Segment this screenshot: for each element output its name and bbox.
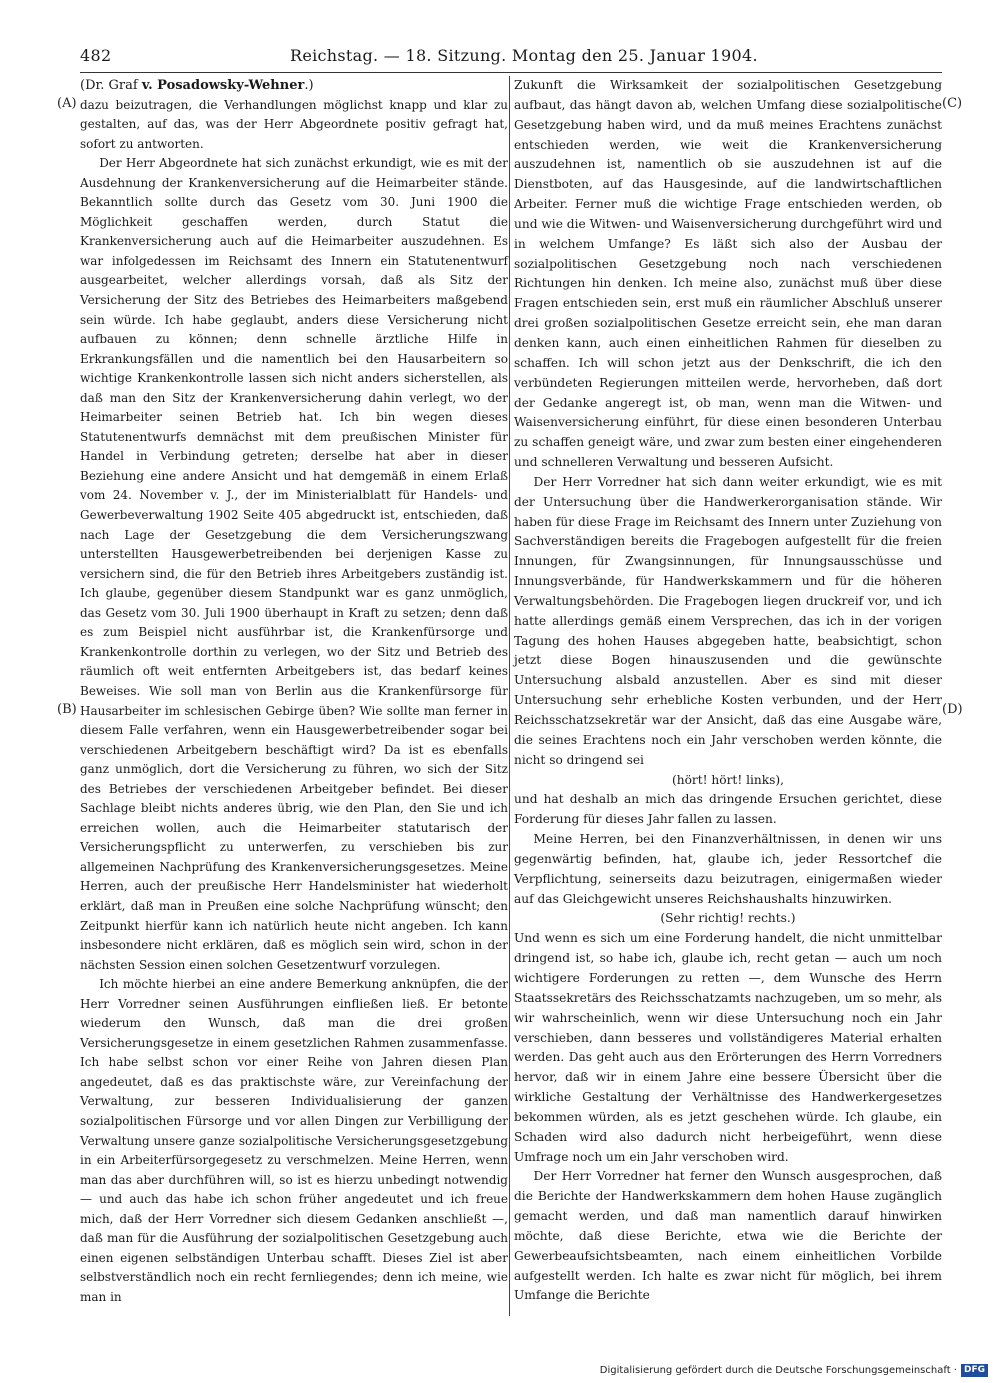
margin-marker-b: (B): [57, 702, 77, 717]
header-rule: [80, 72, 942, 73]
left-column: [80, 76, 508, 1307]
margin-marker-c: (C): [942, 96, 963, 111]
paragraph: Zukunft die Wirksamkeit der sozialpolitischen Gesetzgebung aufbaut, das hängt davon ab, welchen Umfang diese sozialpolitische Gesetzgebung haben wird, und da muß meines Erachtens zunächst entschieden werden, wie weit die Krankenversicherung auszudehnen ist, namentlich ob sie auszudehnen ist auf die Dienstboten, auf das Hausgesinde, auf die landwirtschaftlichen Arbeiter. Ferner muß die wichtige Frage entschieden werden, ob und wie die Witwen- und Waisenversicherung durchgeführt wird und in welchem Umfange? Es läßt sich also der Ausbau der sozialpolitischen Gesetzgebung noch nach verschiedenen Richtungen hin denken. Ich meine also, zunächst muß über diese Fragen entschieden sein, erst muß ein räumlicher Abschluß unserer drei großen sozialpolitischen Gesetze erreicht sein, ehe man daran denken kann, auch einen einheitlichen Rahmen für dieselben zu schaffen. Ich will schon jetzt aus der Denkschrift, die ich den verbündeten Regierungen mitteilen werde, hervorheben, daß dort der Gedanke angeregt ist, ob man, wenn man die Witwen- und Waisenversicherung einführt, für diese einen besonderen Unterbau zu schaffen geneigt wäre, und zwar zum besten einer eingehenderen und schnelleren Verwaltung und besseren Aufsicht.: [514, 78, 942, 470]
margin-marker-d: (D): [942, 702, 963, 717]
paragraph: und hat deshalb an mich das dringende Ersuchen gerichtet, diese Forderung für dieses Jahr fallen zu lassen.: [514, 792, 942, 827]
paragraph: Ich möchte hierbei an eine andere Bemerkung anknüpfen, die der Herr Vorredner seinen Ausführungen einfließen ließ. Er betonte wiederum den Wunsch, daß man die drei großen Versicherungsgesetze in einem gesetzlichen Rahmen zusammenfasse. Ich habe selbst schon vor einer Reihe von Jahren diesen Plan angedeutet, daß es das praktischste wäre, zur Vereinfachung der Verwaltung, zur besseren Individualisierung der ganzen sozialpolitischen Fürsorge und vor allen Dingen zur Verbilligung der Verwaltung unsere ganze sozialpolitische Versicherungsgesetzgebung in ein Arbeiterfürsorgegesetz zu verschmelzen. Meine Herren, wenn man das aber durchführen will, so ist es hierzu unbedingt notwendig — und auch das habe ich schon früher angedeutet und ich freue mich, daß der Herr Vorredner sich diesem Gedanken anschließt —, daß man für die Ausführung der sozialpolitischen Gesetzgebung auch einen eigenen selbständigen Unterbau schafft. Dieses Ziel ist aber selbstverständlich noch ein recht fernliegendes; denn ich meine, wie man in: [80, 977, 508, 1304]
speaker-name: v. Posadowsky-Wehner: [141, 78, 305, 93]
paragraph: Der Herr Vorredner hat ferner den Wunsch ausgesprochen, daß die Berichte der Handwerkskammern dem hohen Hause zugänglich gemacht werden, und daß man namentlich darauf hinwirken möchte, daß diese Berichte, etwa wie die Berichte der Gewerbeaufsichtsbeamten, nach einem einheitlichen Vorbilde aufgestellt werden. Ich halte es zwar nicht für möglich, bei ihrem Umfange die Berichte: [514, 1169, 942, 1303]
interjection: (Sehr richtig! rechts.): [660, 911, 796, 926]
right-column: [514, 76, 942, 1306]
column-divider: [509, 76, 510, 1316]
digitization-footer: [600, 1364, 988, 1377]
paragraph: dazu beizutragen, die Verhandlungen möglichst knapp und klar zu gestalten, auf das, was der Herr Abgeordnete positiv gefragt hat, sofort zu antworten.: [80, 97, 508, 151]
interjection: (hört! hört! links),: [671, 772, 785, 787]
footer-text: Digitalisierung gefördert durch die Deutsche Forschungsgemeinschaft ·: [599, 1365, 957, 1376]
paragraph: Meine Herren, bei den Finanzverhältnissen, in denen wir uns gegenwärtig befinden, hat, glaube ich, jeder Ressortchef die Verpflichtung, seinerseits dazu beizutragen, einigermaßen wieder auf das Gleichgewicht unseres Reichshaushalts hinzuwirken.: [514, 832, 942, 906]
margin-marker-a: (A): [57, 96, 77, 111]
paragraph: Und wenn es sich um eine Forderung handelt, die nicht unmittelbar dringend ist, so habe ich, glaube ich, recht getan — auch um noch wichtigere Forderungen zu retten —, dem Wunsche des Herrn Staatssekretärs des Reichsschatzamts nachzugeben, um so mehr, als wir wahrscheinlich, wenn wir diese Untersuchung noch ein Jahr verschieben, dann besseres und vollständigeres Material erhalten werden. Das geht auch aus den Erörterungen des Herrn Vorredners hervor, daß wir in einem Jahre eine bessere Übersicht über die wirkliche Gestaltung der Verhältnisse des Handwerkergesetzes bekommen würden, als es jetzt geschehen würde. Ich glaube, ein Schaden wird also dadurch nicht herbeigeführt, wenn diese Umfrage noch um ein Jahr verschoben wird.: [514, 931, 942, 1164]
speaker-attribution: [80, 76, 508, 96]
page-number: 482: [80, 46, 112, 65]
page-header: [80, 46, 940, 72]
speaker-suffix: .): [304, 78, 314, 93]
running-title: Reichstag. — 18. Sitzung. Montag den 25. Januar 1904.: [290, 46, 758, 65]
speaker-prefix: (Dr. Graf: [80, 78, 142, 93]
dfg-logo: DFG: [961, 1364, 988, 1377]
paragraph: Der Herr Abgeordnete hat sich zunächst erkundigt, wie es mit der Ausdehnung der Krankenversicherung auf die Heimarbeiter stände. Bekanntlich sollte durch das Gesetz vom 30. Juni 1900 die Möglichkeit geschaffen werden, durch Statut die Krankenversicherung auch auf die Heimarbeiter auszudehnen. Es war infolgedessen im Reichsamt des Innern ein Statutenentwurf ausgearbeitet, welcher allerdings vorsah, daß als Sitz der Versicherung der Sitz des Betriebes des Heimarbeiters maßgebend sein würde. Ich habe geglaubt, anders diese Versicherung nicht aufbauen zu können; denn schnelle ärztliche Hilfe in Erkrankungsfällen und die namentlich bei den Hausarbeitern so wichtige Krankenkontrolle lassen sich nicht anders sicherstellen, als daß man den Sitz der Krankenversicherung dahin verlegt, wo der Heimarbeiter seinen Betrieb hat. Ich bin wegen dieses Statutenentwurfs demnächst mit dem preußischen Minister für Handel in Verbindung getreten; derselbe hat aber in dieser Beziehung eine andere Ansicht und hat demgemäß in einem Erlaß vom 24. November v. J., der im Ministerialblatt für Handels- und Gewerbeverwaltung 1902 Seite 405 abgedruckt ist, entschieden, daß nach Lage der Gesetzgebung die dem Versicherungszwang unterstellten Hausgewerbetreibenden bei derjenigen Kasse zu versichern sind, die für den Betrieb ihres Arbeitgebers zuständig ist. Ich glaube, gegenüber diesem Standpunkt war es ganz unmöglich, das Gesetz vom 30. Juli 1900 überhaupt in Kraft zu setzen; denn daß es zum Beispiel nicht ausführbar ist, die Krankenfürsorge und Krankenkontrolle dorthin zu verlegen, wo der Sitz und Betrieb des räumlich oft weit entfernten Arbeitgebers ist, das bedarf keines Beweises. Wie soll man von Berlin aus die Krankenfürsorge für Hausarbeiter im schlesischen Gebirge üben? Wie sollte man ferner in diesem Falle verfahren, wenn ein Hausgewerbetreibender sogar bei verschiedenen Arbeitgebern beschäftigt wird? Da ist es ebenfalls ganz unmöglich, dort die Versicherung zu führen, wo sich der Sitz des Betriebes der verschiedenen Arbeitgeber befindet. Bei dieser Sachlage bleibt nichts anderes übrig, wie den Plan, den Sie und ich erreichen wollen, auch die Heimarbeiter statutarisch der Versicherungspflicht zu unterwerfen, zu verschieben bis zur allgemeinen Nachprüfung des Krankenversicherungsgesetzes. Meine Herren, auch der preußische Herr Handelsminister hat wiederholt erklärt, daß man in Preußen eine solche Nachprüfung wünscht; den Zeitpunkt hierfür kann ich natürlich heute nicht angeben. Ich kann insbesondere nicht erklären, daß es möglich sein wird, schon in der nächsten Session einen solchen Gesetzentwurf vorzulegen.: [80, 156, 508, 972]
paragraph: Der Herr Vorredner hat sich dann weiter erkundigt, wie es mit der Untersuchung über die Handwerkerorganisation stände. Wir haben für diese Frage im Reichsamt des Innern unter Zuziehung von Sachverständigen bereits die Fragebogen aufgestellt für die freien Innungen, für Zwangsinnungen, für Innungsausschüsse und Innungsverbände, für Handwerkskammern und für die höheren Verwaltungsbehörden. Die Fragebogen liegen druckreif vor, und ich hatte allerdings gemäß einem Versprechen, das ich in der vorigen Tagung des hohen Hauses abgegeben hatte, beabsichtigt, schon jetzt diese Bogen hinauszusenden und die gewünschte Untersuchung alsbald anzustellen. Aber es sind mit dieser Untersuchung sehr erhebliche Kosten verbunden, und der Herr Reichsschatzsekretär war der Ansicht, daß das eine Ausgabe wäre, die seines Erachtens noch ein Jahr verschoben werden könnte, die nicht so dringend sei: [514, 474, 942, 767]
